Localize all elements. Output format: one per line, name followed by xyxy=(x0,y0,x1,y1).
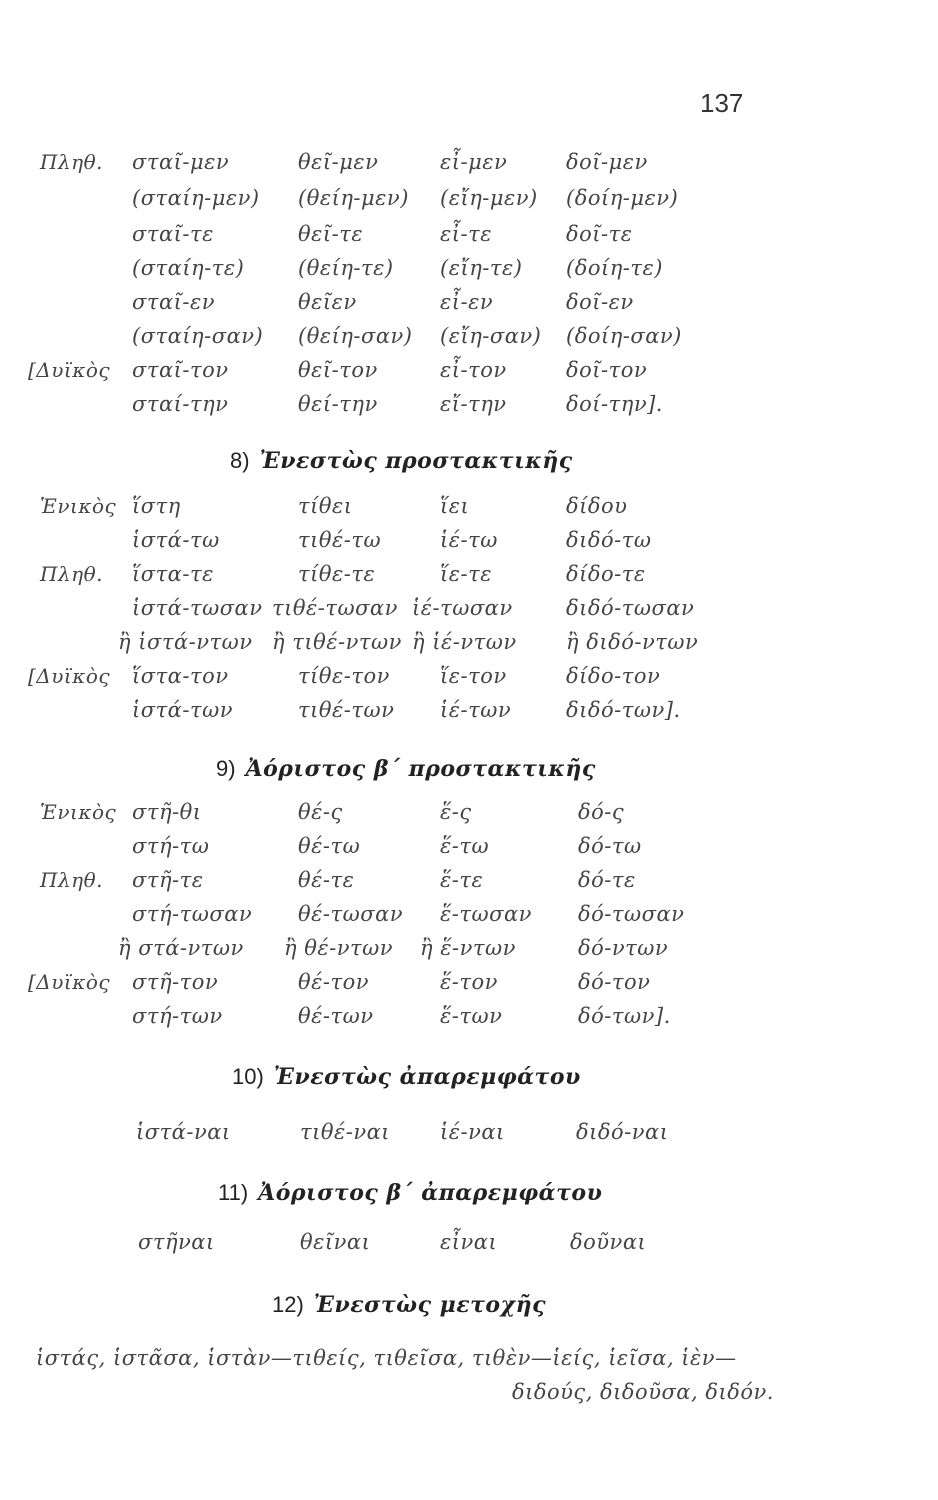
section-number: 10) xyxy=(232,1064,264,1089)
table-row xyxy=(0,324,938,360)
form-cell: ἱέ-τω xyxy=(440,528,498,552)
form-cell: θεῖναι xyxy=(300,1230,371,1254)
form-cell: τιθέ-των xyxy=(298,698,395,722)
section-number: 9) xyxy=(216,756,236,781)
table-row xyxy=(0,936,938,972)
row-label: [Δυϊκὸς xyxy=(28,664,111,688)
form-cell: θέ-των xyxy=(298,1004,374,1028)
table-row xyxy=(0,1004,938,1040)
section-number: 8) xyxy=(230,448,250,473)
form-cell: ἕ-ς xyxy=(440,800,472,824)
form-cell: (δοίη-τε) xyxy=(566,256,663,280)
form-cell: ἕ-των xyxy=(440,1004,503,1028)
form-cell: εἶ-τε xyxy=(440,222,492,246)
form-cell: δό-των]. xyxy=(578,1004,671,1028)
table-row xyxy=(0,562,938,598)
participle-line-2: διδούς, διδοῦσα, διδόν. xyxy=(512,1380,774,1404)
form-cell: σταῖ-εν xyxy=(132,290,215,314)
form-cell: ἵστα-τε xyxy=(132,562,214,586)
table-row xyxy=(0,800,938,836)
form-cell: (εἴη-σαν) xyxy=(440,324,542,348)
form-cell: τιθέ-ναι xyxy=(300,1120,391,1144)
form-cell: ἱέ-ναι xyxy=(440,1120,505,1144)
form-cell: στή-τω xyxy=(132,834,210,858)
form-cell: στῆ-θι xyxy=(132,800,202,824)
form-cell: δό-τε xyxy=(578,868,636,892)
section-heading-8 xyxy=(230,448,573,474)
form-cell: τιθέ-τωσαν xyxy=(272,596,398,620)
infinitive-aorist-row xyxy=(0,1230,938,1266)
form-cell: δοῖ-τον xyxy=(566,358,648,382)
section-title: Ἀόριστος β΄ προστακτικῆς xyxy=(245,756,596,782)
table-row xyxy=(0,664,938,700)
form-cell: δό-τον xyxy=(578,970,651,994)
form-cell: ἱστά-τωσαν xyxy=(132,596,263,620)
form-cell: διδό-ναι xyxy=(576,1120,669,1144)
form-cell: τίθε-τον xyxy=(298,664,390,688)
form-cell: εἶ-τον xyxy=(440,358,507,382)
form-cell: ἢ τιθέ-ντων xyxy=(272,630,402,654)
form-cell: θεῖ-τε xyxy=(298,222,364,246)
form-cell: δοῖ-μεν xyxy=(566,150,648,174)
table-row xyxy=(0,596,938,632)
table-row xyxy=(0,494,938,530)
row-label: Πληθ. xyxy=(40,562,103,586)
form-cell: στῆναι xyxy=(138,1230,215,1254)
row-label: [Δυϊκὸς xyxy=(28,358,111,382)
form-cell: (θείη-σαν) xyxy=(298,324,413,348)
section-title: Ἐνεστὼς μετοχῆς xyxy=(313,1292,546,1318)
form-cell: στή-των xyxy=(132,1004,223,1028)
form-cell: (εἴη-τε) xyxy=(440,256,523,280)
table-row xyxy=(0,834,938,870)
form-cell: δό-τωσαν xyxy=(578,902,685,926)
form-cell: δοῖ-τε xyxy=(566,222,633,246)
section-title: Ἐνεστὼς ἀπαρεμφάτου xyxy=(273,1064,581,1090)
form-cell: ἕ-τον xyxy=(440,970,498,994)
form-cell: δό-ντων xyxy=(578,936,669,960)
form-cell: δοῦναι xyxy=(570,1230,647,1254)
table-row xyxy=(0,868,938,904)
form-cell: θέ-τε xyxy=(298,868,355,892)
form-cell: (θείη-τε) xyxy=(298,256,394,280)
form-cell: (σταίη-μεν) xyxy=(132,186,260,210)
form-cell: θεῖεν xyxy=(298,290,357,314)
table-row xyxy=(0,698,938,734)
table-row xyxy=(0,528,938,564)
form-cell: διδό-τωσαν xyxy=(566,596,695,620)
form-cell: θέ-τωσαν xyxy=(298,902,404,926)
section-heading-12 xyxy=(272,1292,546,1318)
form-cell: τίθε-τε xyxy=(298,562,376,586)
form-cell: ἢ ἱστά-ντων xyxy=(118,630,253,654)
table-row xyxy=(0,970,938,1006)
form-cell: εἶναι xyxy=(440,1230,498,1254)
table-row xyxy=(0,186,938,222)
form-cell: δίδο-τε xyxy=(566,562,646,586)
form-cell: ἵε-τον xyxy=(440,664,507,688)
table-row xyxy=(0,256,938,292)
form-cell: (θείη-μεν) xyxy=(298,186,409,210)
table-row xyxy=(0,902,938,938)
form-cell: σταί-την xyxy=(132,392,229,416)
form-cell: δοί-την]. xyxy=(566,392,663,416)
table-row xyxy=(0,290,938,326)
form-cell: θεί-την xyxy=(298,392,378,416)
form-cell: στή-τωσαν xyxy=(132,902,253,926)
form-cell: θέ-ς xyxy=(298,800,343,824)
table-row xyxy=(0,358,938,394)
form-cell: θέ-τον xyxy=(298,970,370,994)
form-cell: ἵστα-τον xyxy=(132,664,229,688)
form-cell: ἕ-τε xyxy=(440,868,484,892)
section-heading-11 xyxy=(218,1180,602,1206)
form-cell: εἴ-την xyxy=(440,392,507,416)
section-number: 12) xyxy=(272,1292,304,1317)
form-cell: στῆ-τον xyxy=(132,970,219,994)
table-row xyxy=(0,630,938,666)
form-cell: ἱστά-τω xyxy=(132,528,220,552)
form-cell: δίδο-τον xyxy=(566,664,661,688)
form-cell: ἢ θέ-ντων xyxy=(284,936,394,960)
form-cell: σταῖ-τε xyxy=(132,222,214,246)
form-cell: δό-τω xyxy=(578,834,642,858)
form-cell: (σταίη-τε) xyxy=(132,256,245,280)
form-cell: διδό-τω xyxy=(566,528,652,552)
form-cell: ἕ-τωσαν xyxy=(440,902,532,926)
form-cell: ἵστη xyxy=(132,494,181,518)
form-cell: (δοίη-μεν) xyxy=(566,186,679,210)
row-label: Πληθ. xyxy=(40,868,103,892)
form-cell: ἵει xyxy=(440,494,470,518)
infinitive-present-row xyxy=(0,1120,938,1156)
form-cell: ἱστά-ναι xyxy=(136,1120,231,1144)
form-cell: ἢ ἕ-ντων xyxy=(420,936,516,960)
form-cell: (δοίη-σαν) xyxy=(566,324,682,348)
form-cell: ἢ στά-ντων xyxy=(118,936,244,960)
form-cell: ἕ-τω xyxy=(440,834,490,858)
table-row xyxy=(0,392,938,428)
form-cell: στῆ-τε xyxy=(132,868,204,892)
form-cell: ἱέ-τωσαν xyxy=(412,596,513,620)
form-cell: ἱστά-των xyxy=(132,698,233,722)
form-cell: διδό-των]. xyxy=(566,698,681,722)
form-cell: δίδου xyxy=(566,494,628,518)
form-cell: ἱέ-των xyxy=(440,698,512,722)
form-cell: (σταίη-σαν) xyxy=(132,324,264,348)
section-heading-10 xyxy=(232,1064,581,1090)
form-cell: θεῖ-μεν xyxy=(298,150,379,174)
table-row xyxy=(0,222,938,258)
participle-line-1: ἱστάς, ἱστᾶσα, ἱστὰν—τιθείς, τιθεῖσα, τιθὲν—ἱείς, ἱεῖσα, ἱὲν— xyxy=(36,1346,737,1370)
page-number: 137 xyxy=(700,88,744,118)
form-cell: σταῖ-τον xyxy=(132,358,229,382)
section-number: 11) xyxy=(218,1180,249,1205)
row-label: Ἑνικὸς xyxy=(40,800,117,824)
form-cell: τίθει xyxy=(298,494,353,518)
form-cell: (εἴη-μεν) xyxy=(440,186,538,210)
row-label: [Δυϊκὸς xyxy=(28,970,111,994)
section-heading-9 xyxy=(216,756,596,782)
row-label: Ἑνικὸς xyxy=(40,494,117,518)
form-cell: σταῖ-μεν xyxy=(132,150,230,174)
form-cell: δοῖ-εν xyxy=(566,290,634,314)
form-cell: ἢ διδό-ντων xyxy=(566,630,699,654)
form-cell: ἢ ἱέ-ντων xyxy=(412,630,517,654)
form-cell: τιθέ-τω xyxy=(298,528,382,552)
table-row xyxy=(0,150,938,186)
form-cell: δό-ς xyxy=(578,800,625,824)
section-title: Ἐνεστὼς προστακτικῆς xyxy=(259,448,573,474)
section-title: Ἀόριστος β΄ ἀπαρεμφάτου xyxy=(258,1180,603,1206)
row-label: Πληθ. xyxy=(40,150,103,174)
form-cell: εἶ-μεν xyxy=(440,150,508,174)
form-cell: θέ-τω xyxy=(298,834,361,858)
form-cell: ἵε-τε xyxy=(440,562,492,586)
form-cell: εἶ-εν xyxy=(440,290,494,314)
form-cell: θεῖ-τον xyxy=(298,358,378,382)
